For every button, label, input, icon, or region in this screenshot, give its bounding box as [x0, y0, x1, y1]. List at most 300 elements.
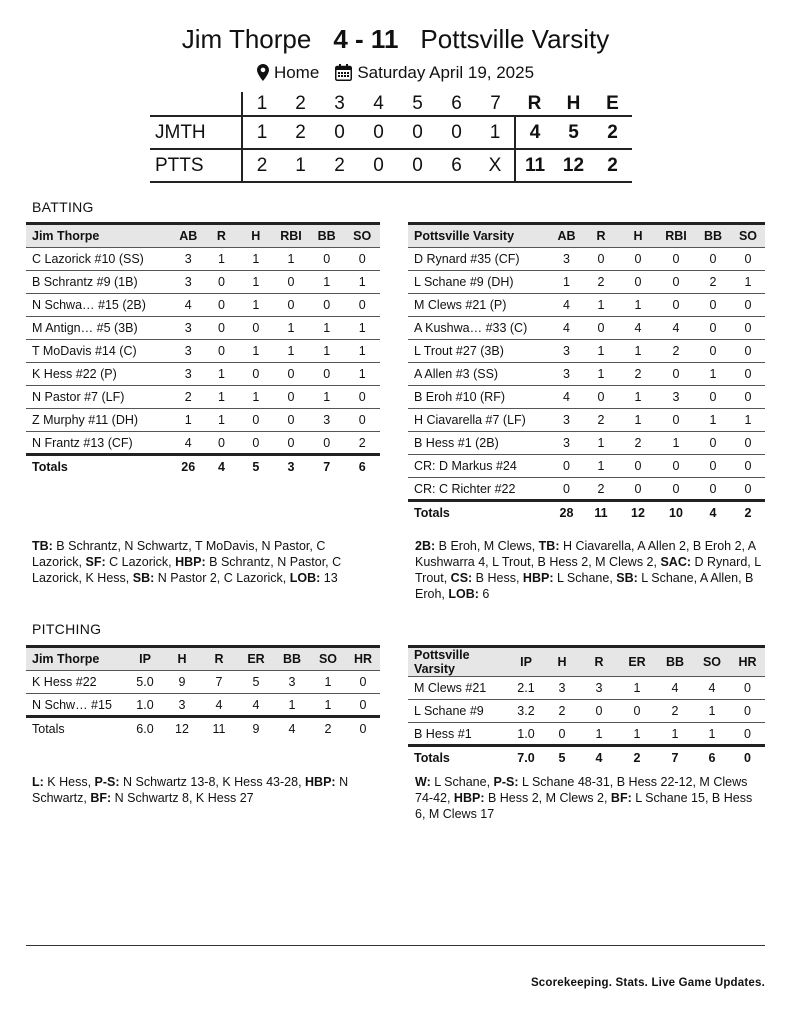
line-score-total-cell: 2: [593, 116, 632, 149]
stat-cell: 0: [344, 294, 380, 317]
stats-column-header: AB: [550, 224, 583, 248]
player-name: Z Murphy #11 (DH): [26, 409, 172, 432]
stats-column-header: HR: [730, 647, 765, 677]
note-value: N Schwartz 8, K Hess 27: [111, 791, 254, 805]
line-score-table: [150, 92, 632, 183]
line-score-corner: [150, 92, 242, 116]
player-row: [408, 386, 765, 409]
stat-cell: 4: [550, 386, 583, 409]
stat-cell: 0: [657, 478, 695, 501]
stats-column-header: SO: [344, 224, 380, 248]
stat-cell: 0: [273, 271, 309, 294]
stat-cell: 1: [694, 700, 730, 723]
note-value: L Schane,: [430, 775, 494, 789]
stat-cell: 1: [619, 409, 657, 432]
stat-cell: 2: [583, 409, 619, 432]
stat-cell: 1: [583, 363, 619, 386]
stat-cell: 1: [695, 363, 731, 386]
note-key: CS:: [450, 571, 473, 585]
stat-cell: 0: [731, 317, 765, 340]
stat-cell: 1: [239, 294, 273, 317]
totals-cell: 4: [274, 717, 310, 740]
stat-cell: 1: [309, 271, 345, 294]
stat-cell: 2: [695, 271, 731, 294]
stat-cell: 1: [695, 409, 731, 432]
totals-cell: 10: [657, 501, 695, 524]
stat-cell: 0: [580, 700, 618, 723]
stat-cell: 2: [619, 363, 657, 386]
stats-header-row: [408, 224, 765, 248]
stat-cell: 0: [239, 317, 273, 340]
stat-cell: 1: [204, 363, 238, 386]
line-score-inning-cell: 2: [320, 149, 359, 182]
stat-cell: 0: [731, 340, 765, 363]
stats-column-header: H: [164, 647, 200, 671]
stat-cell: 1: [239, 271, 273, 294]
stat-cell: 0: [544, 723, 580, 746]
note-key: SB:: [616, 571, 638, 585]
stat-cell: 5.0: [126, 671, 164, 694]
note-key: HBP:: [453, 791, 485, 805]
stat-cell: 1: [344, 363, 380, 386]
stat-cell: 2.1: [508, 677, 544, 700]
player-name: M Clews #21 (P): [408, 294, 550, 317]
stat-cell: 0: [273, 294, 309, 317]
stat-cell: 0: [695, 294, 731, 317]
stat-cell: 3: [550, 248, 583, 271]
player-row: [26, 248, 380, 271]
stat-cell: 1: [239, 340, 273, 363]
player-name: C Lazorick #10 (SS): [26, 248, 172, 271]
stat-cell: 1: [619, 386, 657, 409]
stat-cell: 2: [544, 700, 580, 723]
stat-cell: 1: [550, 271, 583, 294]
player-row: [408, 363, 765, 386]
stats-column-header: R: [580, 647, 618, 677]
stat-cell: 1: [239, 248, 273, 271]
line-score-column-header: 7: [490, 92, 501, 114]
stat-cell: 1: [731, 271, 765, 294]
line-score-inning-cell: 1: [242, 116, 281, 149]
totals-cell: 2: [731, 501, 765, 524]
note-key: SB:: [132, 571, 155, 585]
stat-cell: 0: [657, 363, 695, 386]
totals-label: Totals: [26, 717, 126, 740]
stat-cell: 0: [731, 386, 765, 409]
stat-cell: 0: [731, 363, 765, 386]
stat-cell: 0: [309, 363, 345, 386]
player-row: [408, 271, 765, 294]
note-value: L Schane, A Allen, B Eroh,: [415, 571, 754, 601]
stat-cell: 4: [694, 677, 730, 700]
totals-cell: 5: [544, 746, 580, 769]
line-score-team: JMTH: [150, 116, 242, 149]
player-row: [26, 671, 380, 694]
stat-cell: 0: [619, 248, 657, 271]
player-name: N Pastor #7 (LF): [26, 386, 172, 409]
stats-column-header: H: [239, 224, 273, 248]
stat-cell: 3: [172, 248, 204, 271]
stat-cell: 3: [172, 363, 204, 386]
stats-column-header: ER: [238, 647, 274, 671]
totals-cell: 2: [310, 717, 346, 740]
stat-cell: 0: [619, 455, 657, 478]
stat-cell: 0: [239, 432, 273, 455]
game-date: Saturday April 19, 2025: [357, 63, 535, 82]
line-score-column-header: H: [566, 92, 581, 114]
stats-column-header: ER: [618, 647, 656, 677]
stat-cell: 1: [273, 340, 309, 363]
line-score-row: [150, 149, 632, 182]
note-value: L Schane 15, B Hess 6, M Clews 17: [415, 791, 753, 821]
stats-column-header: BB: [695, 224, 731, 248]
stat-cell: 0: [550, 455, 583, 478]
player-name: CR: C Richter #22: [408, 478, 550, 501]
stat-cell: 1: [619, 294, 657, 317]
player-row: [26, 386, 380, 409]
stat-cell: 0: [618, 700, 656, 723]
stats-column-header: AB: [172, 224, 204, 248]
stat-cell: 1: [172, 409, 204, 432]
player-row: [408, 409, 765, 432]
stat-cell: 0: [309, 248, 345, 271]
stat-cell: 0: [730, 677, 765, 700]
stat-cell: 1: [694, 723, 730, 746]
stat-cell: 1: [731, 409, 765, 432]
line-score-inning-cell: 0: [437, 116, 476, 149]
totals-row: [26, 455, 380, 478]
totals-label: Totals: [408, 501, 550, 524]
player-row: [408, 700, 765, 723]
player-name: B Eroh #10 (RF): [408, 386, 550, 409]
totals-cell: 4: [695, 501, 731, 524]
stat-cell: 4: [172, 432, 204, 455]
totals-row: [408, 746, 765, 769]
totals-cell: 28: [550, 501, 583, 524]
pitching-notes-away: [32, 774, 377, 806]
note-key: SAC:: [660, 555, 692, 569]
stat-cell: 1: [583, 294, 619, 317]
line-score-total-cell: 2: [593, 149, 632, 182]
line-score-inning-cell: 0: [398, 149, 437, 182]
totals-cell: 2: [618, 746, 656, 769]
stats-column-header: IP: [508, 647, 544, 677]
note-value: N Schwartz,: [32, 775, 349, 805]
note-key: HBP:: [175, 555, 206, 569]
line-score-total-cell: 12: [554, 149, 593, 182]
stat-cell: 2: [344, 432, 380, 455]
stat-cell: 1: [583, 340, 619, 363]
note-value: H Ciavarella, A Allen 2, B Eroh 2, A Kushwarra 4, L Trout, B Hess 2, M Clews 2,: [415, 539, 756, 569]
note-value: L Schane 48-31, B Hess 22-12, M Clews 74-42,: [415, 775, 748, 805]
totals-cell: 11: [200, 717, 238, 740]
player-row: [408, 455, 765, 478]
stat-cell: 3: [550, 363, 583, 386]
stat-cell: 7: [200, 671, 238, 694]
stat-cell: 1: [204, 386, 238, 409]
calendar-icon: [335, 64, 352, 86]
stats-column-header: HR: [346, 647, 380, 671]
stat-cell: 1: [309, 386, 345, 409]
stat-cell: 1: [583, 455, 619, 478]
totals-cell: 6: [344, 455, 380, 478]
stat-cell: 4: [238, 694, 274, 717]
stat-cell: 0: [239, 363, 273, 386]
totals-cell: 7: [656, 746, 694, 769]
player-name: A Kushwa… #33 (C): [408, 317, 550, 340]
footer-divider: [26, 945, 765, 946]
stat-cell: 0: [657, 409, 695, 432]
note-key: HBP:: [305, 775, 336, 789]
player-row: [408, 317, 765, 340]
note-value: B Schrantz, N Schwartz, T MoDavis, N Pastor, C Lazorick,: [32, 539, 326, 569]
stat-cell: 0: [731, 294, 765, 317]
pitching-table-away: [26, 645, 380, 740]
stat-cell: 1: [618, 723, 656, 746]
stats-team-header: Pottsville Varsity: [408, 647, 508, 677]
stat-cell: 0: [309, 432, 345, 455]
stat-cell: 0: [657, 455, 695, 478]
stats-column-header: IP: [126, 647, 164, 671]
totals-cell: 12: [164, 717, 200, 740]
stat-cell: 0: [731, 478, 765, 501]
stat-cell: 0: [204, 432, 238, 455]
totals-cell: 7.0: [508, 746, 544, 769]
note-key: LOB:: [289, 571, 321, 585]
stat-cell: 3: [274, 671, 310, 694]
stat-cell: 0: [273, 386, 309, 409]
stats-column-header: RBI: [657, 224, 695, 248]
player-name: B Schrantz #9 (1B): [26, 271, 172, 294]
batting-notes-home: [415, 538, 765, 602]
stat-cell: 0: [204, 294, 238, 317]
stat-cell: 3: [657, 386, 695, 409]
player-row: [408, 478, 765, 501]
note-key: P-S:: [94, 775, 120, 789]
stat-cell: 0: [657, 294, 695, 317]
player-name: K Hess #22 (P): [26, 363, 172, 386]
stat-cell: 1: [309, 340, 345, 363]
stat-cell: 1: [204, 409, 238, 432]
note-value: B Hess,: [472, 571, 523, 585]
stat-cell: 0: [731, 455, 765, 478]
player-row: [26, 694, 380, 717]
batting-notes-away: [32, 538, 377, 586]
player-row: [408, 248, 765, 271]
totals-cell: 11: [583, 501, 619, 524]
stat-cell: 0: [583, 248, 619, 271]
stat-cell: 5: [238, 671, 274, 694]
game-info: [0, 63, 791, 86]
line-score-total-cell: 11: [515, 149, 554, 182]
totals-cell: 6: [694, 746, 730, 769]
stat-cell: 1: [273, 317, 309, 340]
player-name: D Rynard #35 (CF): [408, 248, 550, 271]
line-score-column-header: 3: [334, 92, 345, 114]
stats-column-header: BB: [656, 647, 694, 677]
note-value: B Schrantz, N Pastor, C Lazorick, K Hess,: [32, 555, 342, 585]
stat-cell: 0: [695, 248, 731, 271]
line-score-inning-cell: 0: [359, 149, 398, 182]
totals-label: Totals: [408, 746, 508, 769]
note-key: BF:: [610, 791, 632, 805]
player-name: T MoDavis #14 (C): [26, 340, 172, 363]
stat-cell: 0: [731, 248, 765, 271]
stat-cell: 0: [239, 409, 273, 432]
stat-cell: 2: [583, 478, 619, 501]
batting-table-away: [26, 222, 380, 478]
note-value: N Pastor 2, C Lazorick,: [154, 571, 290, 585]
stat-cell: 1: [619, 340, 657, 363]
note-value: B Eroh, M Clews,: [435, 539, 539, 553]
stat-cell: 4: [619, 317, 657, 340]
stat-cell: 1: [618, 677, 656, 700]
player-name: K Hess #22: [26, 671, 126, 694]
line-score-total-cell: 5: [554, 116, 593, 149]
line-score-inning-cell: 6: [437, 149, 476, 182]
stat-cell: 3: [550, 409, 583, 432]
totals-row: [26, 717, 380, 740]
line-score-inning-cell: 2: [242, 149, 281, 182]
stat-cell: 2: [583, 271, 619, 294]
stat-cell: 1: [657, 432, 695, 455]
stat-cell: 1: [310, 694, 346, 717]
stats-column-header: H: [619, 224, 657, 248]
stat-cell: 0: [731, 432, 765, 455]
player-row: [26, 271, 380, 294]
player-name: L Trout #27 (3B): [408, 340, 550, 363]
totals-cell: 5: [239, 455, 273, 478]
line-score-column-header: 5: [412, 92, 423, 114]
line-score-row: [150, 116, 632, 149]
stat-cell: 4: [656, 677, 694, 700]
note-value: L Schane,: [553, 571, 617, 585]
totals-cell: 7: [309, 455, 345, 478]
game-title: [0, 24, 791, 55]
line-score-total-cell: 4: [515, 116, 554, 149]
stat-cell: 3: [550, 432, 583, 455]
totals-label: Totals: [26, 455, 172, 478]
player-row: [408, 294, 765, 317]
player-row: [26, 294, 380, 317]
line-score-team: PTTS: [150, 149, 242, 182]
stat-cell: 1: [344, 271, 380, 294]
line-score-column-header: 6: [451, 92, 462, 114]
pitching-notes-home: [415, 774, 765, 822]
stat-cell: 0: [204, 340, 238, 363]
stat-cell: 1: [344, 317, 380, 340]
stat-cell: 0: [695, 386, 731, 409]
stat-cell: 0: [730, 723, 765, 746]
stat-cell: 1: [274, 694, 310, 717]
note-key: SF:: [85, 555, 106, 569]
stat-cell: 1: [309, 317, 345, 340]
stat-cell: 0: [204, 317, 238, 340]
totals-cell: 4: [204, 455, 238, 478]
away-team-name: Jim Thorpe: [181, 24, 312, 54]
player-row: [26, 409, 380, 432]
note-key: HBP:: [522, 571, 554, 585]
line-score-inning-cell: 1: [476, 116, 515, 149]
player-name: L Schane #9 (DH): [408, 271, 550, 294]
player-name: CR: D Markus #24: [408, 455, 550, 478]
stat-cell: 0: [273, 432, 309, 455]
stat-cell: 3: [580, 677, 618, 700]
totals-cell: 0: [730, 746, 765, 769]
stat-cell: 1: [310, 671, 346, 694]
stat-cell: 3: [164, 694, 200, 717]
line-score-header-row: [150, 92, 632, 116]
stat-cell: 2: [619, 432, 657, 455]
stat-cell: 4: [550, 317, 583, 340]
player-row: [408, 723, 765, 746]
player-row: [26, 340, 380, 363]
stat-cell: 3: [172, 340, 204, 363]
stat-cell: 4: [200, 694, 238, 717]
note-key: TB:: [538, 539, 560, 553]
totals-row: [408, 501, 765, 524]
stat-cell: 1: [239, 386, 273, 409]
stat-cell: 0: [657, 248, 695, 271]
note-key: TB:: [32, 539, 53, 553]
stat-cell: 3: [309, 409, 345, 432]
note-value: B Hess 2, M Clews 2,: [484, 791, 611, 805]
stat-cell: 0: [583, 386, 619, 409]
stat-cell: 0: [657, 271, 695, 294]
stat-cell: 0: [344, 248, 380, 271]
player-name: N Frantz #13 (CF): [26, 432, 172, 455]
stat-cell: 0: [346, 671, 380, 694]
stats-column-header: R: [204, 224, 238, 248]
line-score-column-header: R: [527, 92, 542, 114]
stat-cell: 0: [695, 317, 731, 340]
stat-cell: 9: [164, 671, 200, 694]
player-name: A Allen #3 (SS): [408, 363, 550, 386]
pitching-table-home: [408, 645, 765, 769]
totals-cell: 6.0: [126, 717, 164, 740]
location-pin-icon: [257, 64, 269, 86]
stat-cell: 0: [309, 294, 345, 317]
player-row: [26, 363, 380, 386]
note-value: D Rynard, L Trout,: [415, 555, 761, 585]
line-score-column-header: E: [606, 92, 619, 114]
stat-cell: 0: [346, 694, 380, 717]
stat-cell: 3: [172, 317, 204, 340]
note-value: K Hess,: [43, 775, 95, 789]
game-location: Home: [273, 63, 320, 82]
stat-cell: 0: [730, 700, 765, 723]
stats-column-header: R: [583, 224, 619, 248]
stat-cell: 4: [172, 294, 204, 317]
stats-team-header: Jim Thorpe: [26, 224, 172, 248]
stat-cell: 0: [583, 317, 619, 340]
stats-column-header: H: [544, 647, 580, 677]
stat-cell: 3: [550, 340, 583, 363]
batting-section-label: BATTING: [32, 199, 94, 215]
stat-cell: 1: [583, 432, 619, 455]
stat-cell: 1.0: [508, 723, 544, 746]
line-score-inning-cell: 2: [281, 116, 320, 149]
stats-column-header: SO: [731, 224, 765, 248]
note-key: BF:: [90, 791, 112, 805]
line-score-column-header: 1: [256, 92, 268, 114]
home-team-name: Pottsville Varsity: [420, 24, 610, 54]
line-score-inning-cell: 0: [320, 116, 359, 149]
stat-cell: 3: [544, 677, 580, 700]
stat-cell: 0: [344, 409, 380, 432]
player-row: [408, 677, 765, 700]
player-name: B Hess #1: [408, 723, 508, 746]
